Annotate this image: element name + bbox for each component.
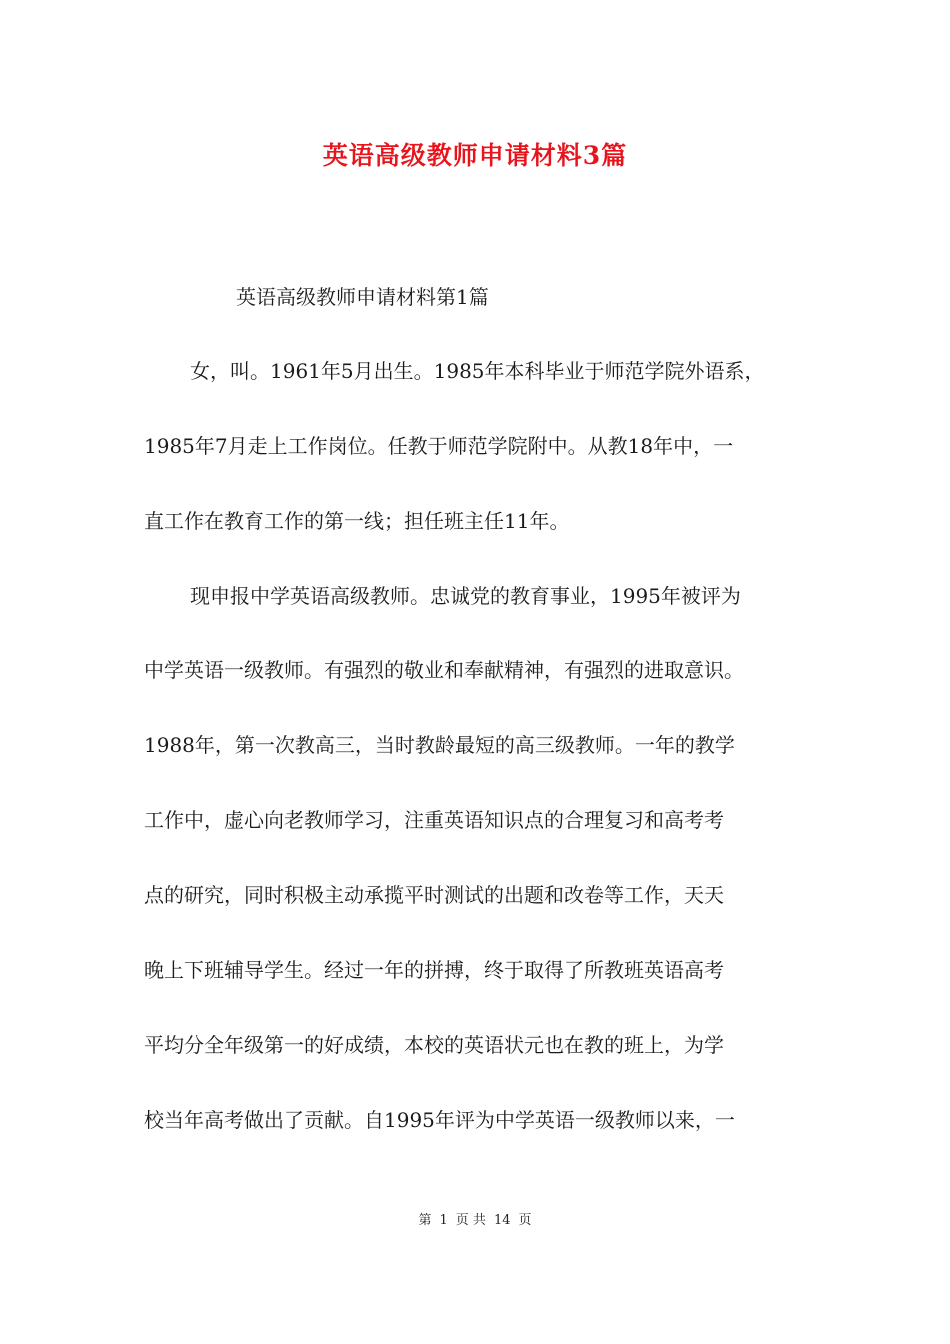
body-line: 1988年，第一次教高三，当时教龄最短的高三级教师。一年的教学 xyxy=(144,733,735,757)
footer-mid: 页 共 xyxy=(455,1213,486,1228)
page-footer xyxy=(0,1209,950,1228)
document-title: 英语高级教师申请材料3篇 xyxy=(322,141,628,170)
footer-current-page: 1 xyxy=(439,1213,448,1228)
section-heading: 英语高级教师申请材料第1篇 xyxy=(236,285,489,309)
footer-prefix: 第 xyxy=(418,1213,432,1228)
body-line: 工作中，虚心向老教师学习，注重英语知识点的合理复习和高考考 xyxy=(144,808,724,832)
body-line: 直工作在教育工作的第一线；担任班主任11年。 xyxy=(144,509,570,533)
body-line: 1985年7月走上工作岗位。任教于师范学院附中。从教18年中，一 xyxy=(144,434,734,458)
body-line: 现申报中学英语高级教师。忠诚党的教育事业，1995年被评为 xyxy=(190,584,741,608)
footer-suffix: 页 xyxy=(518,1213,532,1228)
footer-total-pages: 14 xyxy=(493,1213,511,1228)
body-line: 点的研究，同时积极主动承揽平时测试的出题和改卷等工作，天天 xyxy=(144,883,724,907)
body-line: 晚上下班辅导学生。经过一年的拼搏，终于取得了所教班英语高考 xyxy=(144,958,724,982)
body-line: 女，叫。1961年5月出生。1985年本科毕业于师范学院外语系， xyxy=(190,359,765,383)
body-line: 平均分全年级第一的好成绩，本校的英语状元也在教的班上，为学 xyxy=(144,1033,724,1057)
body-line: 中学英语一级教师。有强烈的敬业和奉献精神，有强烈的进取意识。 xyxy=(144,658,744,682)
body-line: 校当年高考做出了贡献。自1995年评为中学英语一级教师以来，一 xyxy=(144,1108,735,1132)
